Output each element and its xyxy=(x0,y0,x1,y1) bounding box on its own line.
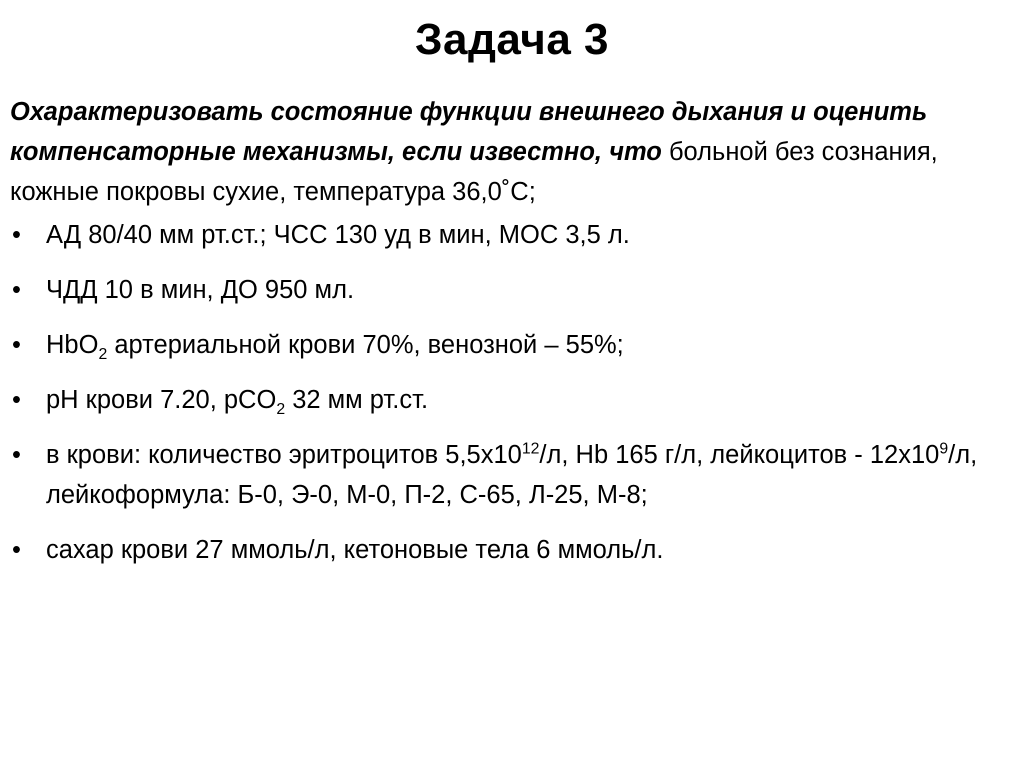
task-description xyxy=(10,92,1010,212)
finding-respiration: ЧДД 10 в мин, ДО 950 мл. xyxy=(46,276,355,304)
finding-hbo2-part2: артериальной крови 70%, венозной – 55%; xyxy=(107,331,624,359)
finding-blood-pressure: АД 80/40 мм рт.ст.; ЧСС 130 уд в мин, МОС 3,5 л. xyxy=(46,221,630,249)
slide-title: Задача 3 xyxy=(414,15,610,64)
finding-blood-sugar: сахар крови 27 ммоль/л, кетоновые тела 6 ммоль/л. xyxy=(46,536,664,564)
finding-hbo2-subscript: 2 xyxy=(98,346,108,364)
finding-hbo2-part1: HbO xyxy=(46,331,99,359)
finding-pco2-subscript: 2 xyxy=(276,401,286,419)
list-item xyxy=(10,380,1010,420)
list-item xyxy=(10,325,1010,365)
list-item xyxy=(10,530,1010,570)
bullet-icon: • xyxy=(12,221,21,249)
bullet-icon: • xyxy=(12,331,21,359)
task-description-lead: Охарактеризовать состояние функции внешнего дыхания и оценить компенсаторные механизмы, если известно, что xyxy=(10,98,928,166)
findings-list xyxy=(10,215,1010,585)
finding-blood-count-part2: /л, Hb 165 г/л, лейкоцитов - 12х10 xyxy=(539,441,940,469)
finding-ph-part2: 32 мм рт.ст. xyxy=(285,386,429,414)
bullet-icon: • xyxy=(12,386,21,414)
list-item xyxy=(10,215,1010,255)
finding-blood-count-part3: /л, лейкоформула: Б-0, Э-0, М-0, П-2, С-65, Л-25, М-8; xyxy=(46,441,978,509)
finding-wbc-exponent: 9 xyxy=(939,440,949,458)
finding-rbc-exponent: 12 xyxy=(521,440,540,458)
list-item xyxy=(10,435,1010,515)
finding-ph-part1: pH крови 7.20, pCO xyxy=(46,386,277,414)
task-description-rest: больной без сознания, кожные покровы сухие, температура 36,0˚С; xyxy=(10,138,938,206)
bullet-icon: • xyxy=(12,276,21,304)
bullet-icon: • xyxy=(12,441,21,469)
bullet-icon: • xyxy=(12,536,21,564)
list-item xyxy=(10,270,1010,310)
finding-blood-count-part1: в крови: количество эритроцитов 5,5х10 xyxy=(46,441,522,469)
